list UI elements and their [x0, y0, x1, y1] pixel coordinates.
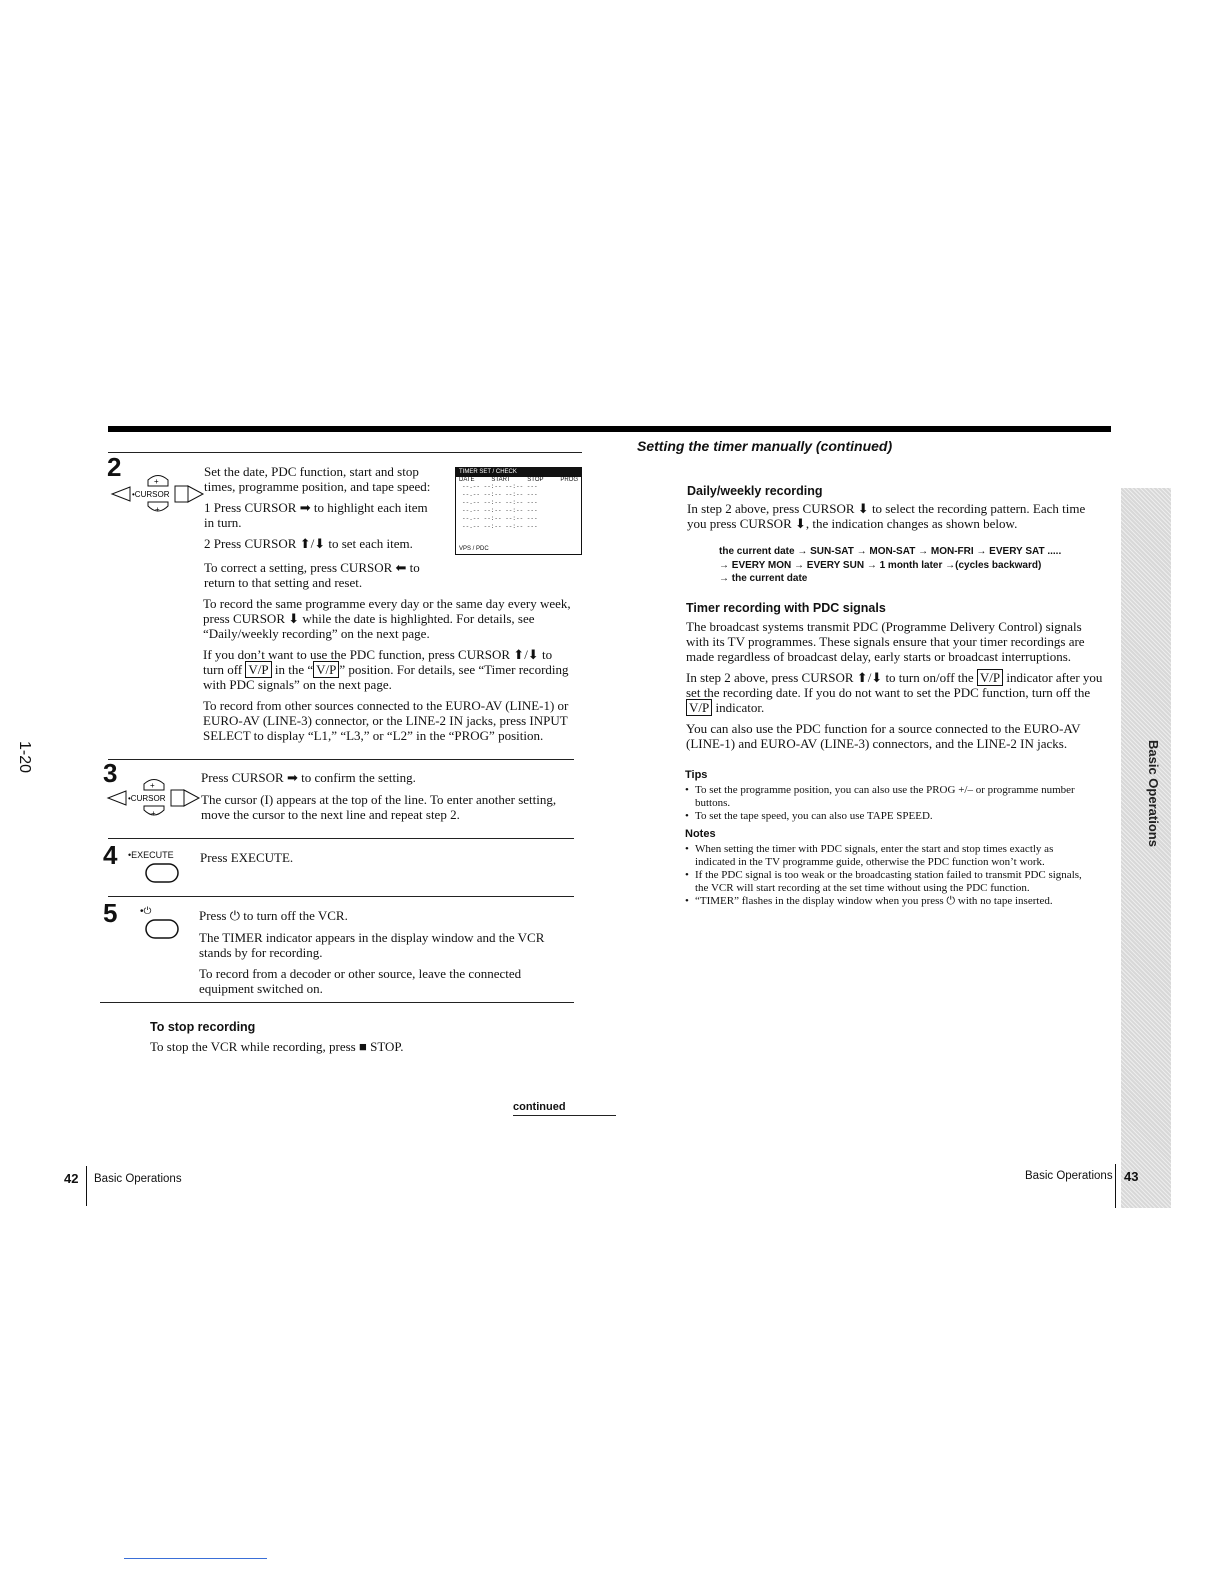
step4-rule	[108, 838, 574, 839]
svg-text:•CURSOR: •CURSOR	[128, 794, 166, 803]
step2-intro: Set the date, PDC function, start and stop times, programme position, and tape speed:	[204, 464, 431, 494]
daily-sequence-3: → the current date	[719, 573, 808, 584]
left-footer-section: Basic Operations	[94, 1173, 182, 1185]
pdc-para3: You can also use the PDC function for a source connected to the EURO-AV (LINE-1) and EURO-AV (LINE-3) connectors, and the LINE-2 IN jacks.	[686, 721, 1081, 751]
right-page-title: Setting the timer manually (continued)	[637, 438, 893, 454]
tip-item: • To set the tape speed, you can also use TAPE SPEED.	[685, 810, 933, 822]
step3-line2: The cursor (I) appears at the top of the line. To enter another setting, move the cursor to the next line and repeat step 2.	[201, 792, 557, 822]
daily-sequence-2: → EVERY MON → EVERY SUN → 1 month later →(cycles backward)	[719, 559, 1042, 571]
step5-rule	[108, 896, 574, 897]
execute-label: •EXECUTE	[128, 850, 174, 860]
osd-col-prog: PROG	[560, 477, 578, 483]
power-label: •⏻	[140, 906, 152, 917]
vp-indicator: V/P	[313, 661, 339, 678]
step5-number: 5	[103, 898, 118, 928]
left-page-number: 42	[64, 1171, 79, 1186]
osd-title: TIMER SET / CHECK	[456, 468, 581, 477]
top-rule	[108, 426, 1111, 432]
daily-sequence-1: the current date → SUN-SAT → MON-SAT → MON-FRI → EVERY SAT .....	[719, 546, 1062, 557]
bottom-blue-line	[124, 1558, 267, 1559]
side-page-number: 1-20	[16, 741, 33, 774]
svg-text:•CURSOR: •CURSOR	[132, 490, 170, 499]
step2-item2: 2 Press CURSOR ⬆/⬇ to set each item.	[204, 536, 413, 551]
osd-row: --.-- --:-- --:-- ---	[462, 507, 538, 514]
stop-heading: To stop recording	[150, 1020, 256, 1034]
vp-indicator: V/P	[686, 699, 712, 716]
cursor-pad-icon	[106, 776, 202, 820]
note-item: • When setting the timer with PDC signals, enter the start and stop times exactly as indicated in the TV programme guide, otherwise the PDC function won’t work.	[685, 843, 1054, 868]
tips-heading: Tips	[685, 769, 708, 781]
step3-rule	[108, 759, 574, 760]
svg-text:+: +	[151, 809, 156, 818]
svg-text:+: +	[154, 477, 159, 486]
step5-line1: Press ⏻ to turn off the VCR.	[199, 908, 348, 923]
osd-row: --.-- --:-- --:-- ---	[462, 515, 538, 522]
daily-heading: Daily/weekly recording	[687, 484, 823, 498]
right-footer-section: Basic Operations	[1025, 1170, 1113, 1182]
step2-rule	[108, 452, 582, 453]
vp-indicator: V/P	[977, 669, 1003, 686]
right-page-number: 43	[1124, 1169, 1139, 1184]
note-item: • If the PDC signal is too weak or the broadcasting station failed to transmit PDC signals, the VCR will start recording at the set time without using the PDC function.	[685, 869, 1082, 894]
step2-correct: To correct a setting, press CURSOR ⬅ to return to that setting and reset.	[204, 560, 420, 590]
vp-indicator: V/P	[245, 661, 271, 678]
note-item: • “TIMER” flashes in the display window when you press ⏻ with no tape inserted.	[685, 895, 1053, 907]
pdc-para2: In step 2 above, press CURSOR ⬆/⬇ to turn on/off the V/P indicator after you set the recording date. If you do not want to set the PDC function, turn off the V/P indicator.	[686, 670, 1103, 715]
cursor-pad-icon	[110, 472, 206, 516]
notes-heading: Notes	[685, 828, 716, 840]
pdc-heading: Timer recording with PDC signals	[686, 601, 886, 615]
footer-divider	[1115, 1164, 1116, 1208]
step2-para2: If you don’t want to use the PDC function, press CURSOR ⬆/⬇ to turn off V/P in the “ V/P ” position. For details, see “Timer recording with PDC signals” on the next page.	[203, 647, 569, 692]
pdc-para1: The broadcast systems transmit PDC (Programme Delivery Control) signals with its TV programmes. These signals ensure that your timer recordings are made regardless of broadcast delay, early starts or broadcast interruptions.	[686, 619, 1085, 664]
footer-divider	[86, 1166, 87, 1206]
continued-rule	[513, 1115, 616, 1116]
svg-text:+: +	[150, 781, 155, 790]
timer-osd-screen	[455, 467, 582, 555]
steps-bottom-rule	[100, 1002, 574, 1003]
daily-text: In step 2 above, press CURSOR ⬇ to select the recording pattern. Each time you press CURSOR ⬇, the indication changes as shown below.	[687, 501, 1086, 531]
step2-number: 2	[107, 452, 122, 482]
step4-line1: Press EXECUTE.	[200, 850, 294, 865]
osd-col-start: START	[491, 477, 511, 483]
osd-footer: VPS / PDC	[459, 546, 489, 552]
tip-item: • To set the programme position, you can also use the PROG +/– or programme number buttons.	[685, 784, 1075, 809]
svg-text:+: +	[155, 505, 160, 514]
section-side-tab-label: Basic Operations	[1146, 740, 1161, 847]
osd-row: --.-- --:-- --:-- ---	[462, 491, 538, 498]
continued-label: continued	[513, 1101, 566, 1113]
osd-row: --.-- --:-- --:-- ---	[462, 499, 538, 506]
osd-col-stop: STOP	[527, 477, 544, 483]
power-button-icon	[144, 918, 180, 940]
osd-row: --.-- --:-- --:-- ---	[462, 523, 538, 530]
step2-item1: 1 Press CURSOR ➡ to highlight each item in turn.	[204, 500, 428, 530]
step3-line1: Press CURSOR ➡ to confirm the setting.	[201, 770, 416, 785]
step4-number: 4	[103, 840, 118, 870]
step3-number: 3	[103, 758, 118, 788]
step5-line2: The TIMER indicator appears in the display window and the VCR stands by for recording.	[199, 930, 545, 960]
osd-col-date: DATE	[459, 477, 475, 483]
step5-line3: To record from a decoder or other source, leave the connected equipment switched on.	[199, 966, 522, 996]
step2-para3: To record from other sources connected to the EURO-AV (LINE-1) or EURO-AV (LINE-3) connector, or the LINE-2 IN jacks, press INPUT SELECT to display “L1,” “L3,” or “L2” in the “PROG” position.	[203, 698, 569, 743]
step2-para1: To record the same programme every day or the same day every week, press CURSOR ⬇ while the date is highlighted. For details, see “Daily/weekly recording” on the next page.	[203, 596, 571, 641]
osd-row: --.-- --:-- --:-- ---	[462, 483, 538, 490]
stop-text: To stop the VCR while recording, press ■ STOP.	[150, 1039, 404, 1054]
execute-button-icon	[144, 862, 180, 884]
